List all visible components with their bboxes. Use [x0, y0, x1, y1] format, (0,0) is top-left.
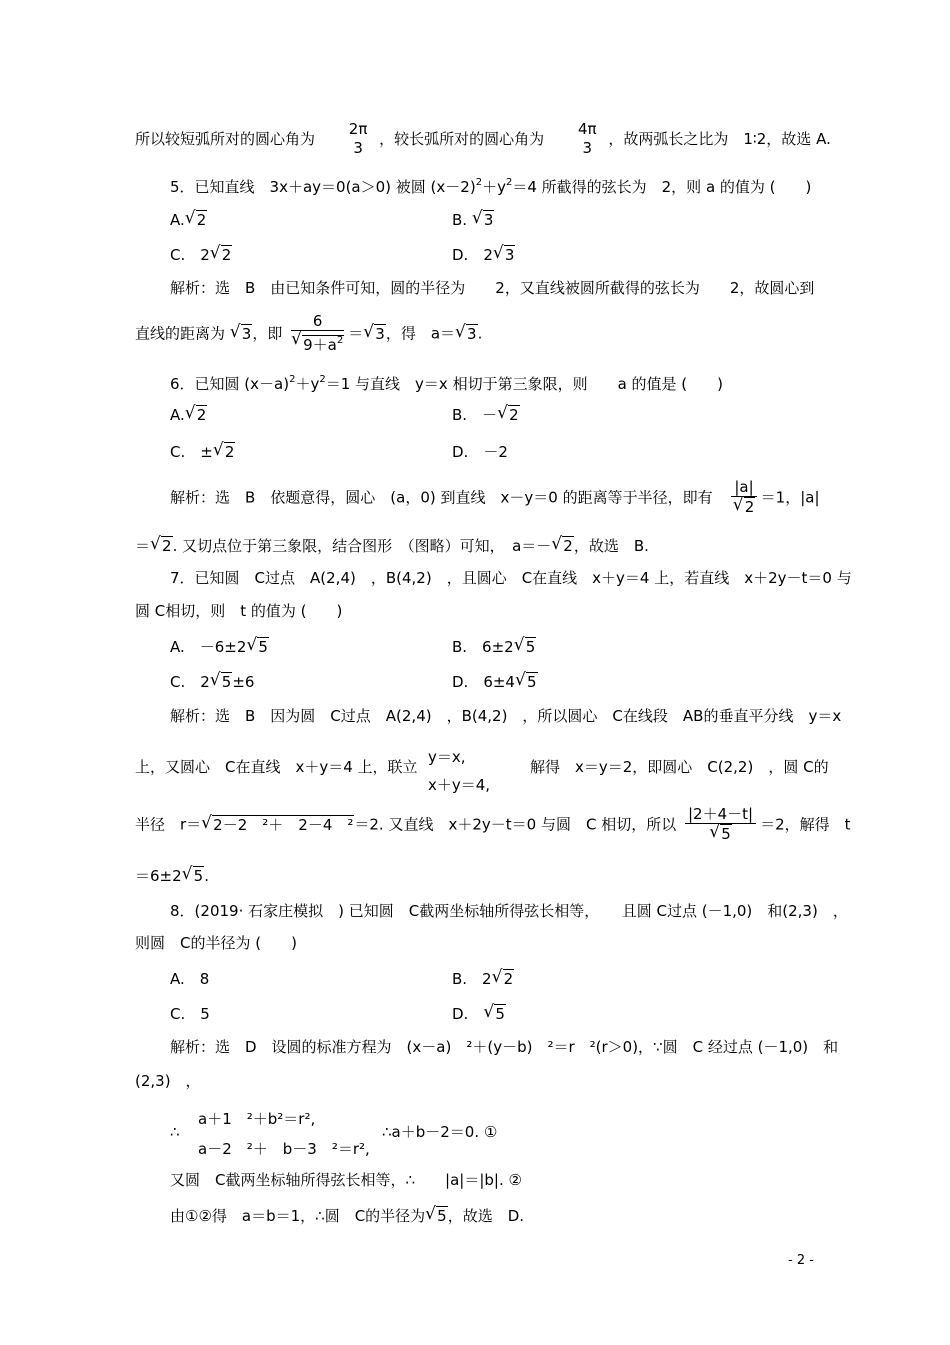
q7-solution-line1: 解析：选 B 因为圆 C过点 A(2,4) ，B(4,2) ，所以圆心 C在线段 AB的垂直平分线 y＝x — [170, 707, 842, 725]
sqrt — [551, 537, 574, 555]
exponent: 2 — [475, 177, 483, 188]
q7-solution-line3 — [135, 805, 851, 844]
q7-solution-line2b: 解得 x＝y＝2，即圆心 C(2,2) ，圆 C的 — [530, 758, 829, 776]
denominator: 3 — [582, 139, 593, 157]
fraction — [291, 312, 344, 355]
text: ，即 — [252, 324, 283, 343]
q8-option-d — [452, 1005, 506, 1023]
sqrt — [230, 325, 253, 343]
option-label: A. — [170, 406, 185, 424]
q5-option-a — [170, 211, 207, 229]
radicand: 5 — [193, 867, 204, 885]
radicand: 2 — [162, 537, 172, 555]
option-label: B. 6±2 — [452, 638, 514, 656]
radicand: 5 — [258, 638, 268, 656]
q6-option-d: D. －2 — [452, 443, 508, 461]
q7-solution-line4 — [135, 867, 209, 885]
text: 6．已知圆 (x－a) — [170, 375, 290, 393]
q6-solution-line2 — [135, 537, 649, 555]
q6-stem — [170, 371, 723, 393]
equation-2: x＋y＝4, — [428, 776, 491, 794]
equation-2: a－2 ²＋ b－3 ²＝r², — [198, 1140, 370, 1158]
radicand: 3 — [467, 324, 477, 343]
radicand: 3 — [504, 246, 515, 264]
option-label: B. 2 — [452, 970, 492, 988]
radicand: 5 — [437, 1207, 447, 1225]
equation-1: y＝x, — [428, 748, 466, 766]
q7-option-b — [452, 638, 536, 656]
text: . — [204, 867, 209, 885]
radicand: 3 — [375, 324, 385, 343]
sqrt — [210, 673, 233, 691]
radicand: 5 — [526, 673, 537, 691]
fraction — [575, 120, 600, 158]
text: 直线的距离为 — [135, 324, 226, 343]
sqrt — [210, 246, 233, 264]
text: ，故选 D. — [447, 1207, 525, 1225]
radicand: 3 — [241, 324, 252, 343]
sqrt — [709, 824, 732, 844]
text: ＝1 与直线 y＝x 相切于第三象限，则 a 的值是 ( ) — [325, 375, 724, 393]
fraction — [685, 805, 756, 844]
q6-option-a — [170, 406, 207, 424]
radicand: 2－2 ²＋ 2－4 ² — [213, 815, 354, 834]
numerator: 4π — [577, 120, 597, 138]
radicand: 3 — [483, 211, 494, 229]
exponent: 2 — [505, 177, 513, 188]
sqrt — [291, 331, 344, 355]
sqrt — [213, 443, 236, 461]
radicand: 5 — [525, 638, 536, 656]
numerator: |2＋4－t| — [685, 805, 756, 824]
sqrt — [515, 673, 538, 691]
sqrt — [246, 638, 269, 656]
option-label: C. 2 — [170, 673, 210, 691]
text: ，较长弧所对的圆心角为 — [379, 130, 545, 148]
text: ＝ — [135, 537, 151, 555]
radicand: 5 — [221, 673, 232, 691]
sqrt — [733, 497, 756, 517]
q7-solution-line2a: 上，又圆心 C在直线 x＋y＝4 上，联立 — [135, 758, 418, 776]
numerator: |a| — [731, 478, 756, 497]
option-label: B. — [452, 211, 468, 229]
q8-option-c: C. 5 — [170, 1005, 210, 1023]
sqrt — [492, 970, 515, 988]
sqrt — [514, 638, 537, 656]
text: ，故两弧长之比为 1∶2，故选 A. — [608, 130, 831, 148]
option-label: D. 6±4 — [452, 673, 515, 691]
sqrt — [185, 211, 208, 229]
fraction — [346, 120, 371, 158]
radicand: 2 — [221, 246, 232, 264]
q7-stem-line1: 7．已知圆 C过点 A(2,4) ，B(4,2) ，且圆心 C在直线 x＋y＝4 上，若直线 x＋2y－t＝0 与 — [170, 569, 852, 587]
q8-stem-line2: 则圆 C的半径为 ( ) — [135, 934, 297, 952]
text: ＋y — [295, 375, 320, 393]
sqrt — [497, 406, 520, 424]
q7-option-d — [452, 673, 538, 691]
sqrt — [493, 246, 516, 264]
sqrt — [150, 537, 173, 555]
q7-stem-line2: 圆 C相切，则 t 的值为 ( ) — [135, 602, 343, 620]
option-label: C. ± — [170, 443, 213, 461]
q5-option-c — [170, 246, 232, 264]
option-label: A. — [170, 211, 185, 229]
page-number: - 2 - — [788, 1253, 814, 1268]
text: ＝4 所截得的弦长为 2，则 a 的值为 ( ) — [512, 178, 812, 196]
text: ±6 — [232, 673, 255, 691]
text: ＝6±2 — [135, 867, 182, 885]
text: 由①②得 a＝b＝1，∴圆 C的半径为 — [170, 1207, 426, 1225]
q8-solution-line5 — [170, 1207, 524, 1225]
sqrt — [483, 1005, 506, 1023]
text: ＋y — [482, 178, 506, 196]
fraction — [731, 478, 756, 517]
text: ＝ — [348, 324, 364, 343]
q5-solution-line1: 解析：选 B 由已知条件可知，圆的半径为 2，又直线被圆所截得的弦长为 2，故圆心到 — [170, 279, 815, 297]
q7-option-a — [170, 638, 269, 656]
q6-solution-line1 — [170, 478, 820, 517]
system-of-equations — [198, 1104, 370, 1164]
exponent: 2 — [319, 374, 326, 385]
radicand: 2 — [509, 406, 519, 424]
q8-stem-line1: 8．(2019· 石家庄模拟 ) 已知圆 C截两坐标轴所得弦长相等， 且圆 C过点 (－1,0) 和(2,3) ， — [170, 902, 848, 920]
q5-solution-line2 — [135, 312, 482, 355]
q5-stem — [170, 174, 811, 196]
q8-option-b — [452, 970, 514, 988]
therefore-symbol: ∴ — [170, 1123, 180, 1141]
denominator — [685, 824, 756, 844]
radicand-text: 9＋a — [303, 336, 337, 354]
text: 所以较短弧所对的圆心角为 — [135, 130, 316, 148]
sqrt — [201, 816, 354, 834]
system-of-equations — [428, 743, 490, 799]
q6-option-b — [452, 406, 520, 424]
q5-option-b — [452, 211, 494, 229]
text: ，故选 B. — [573, 537, 649, 555]
q6-option-c — [170, 443, 235, 461]
sqrt — [182, 867, 205, 885]
q7-option-c — [170, 673, 254, 691]
radicand: 2 — [224, 443, 235, 461]
text: 5．已知直线 3x＋ay＝0(a＞0) 被圆 (x－2) — [170, 178, 476, 196]
radicand: 2 — [196, 406, 207, 424]
radicand: 5 — [721, 825, 731, 843]
q8-solution-line4: 又圆 C截两坐标轴所得弦长相等，∴ |a|＝|b|. ② — [170, 1171, 522, 1189]
denominator — [291, 331, 344, 355]
option-label: D. — [452, 1005, 484, 1023]
text: . — [477, 324, 483, 343]
text: ＝2，解得 t — [760, 815, 851, 834]
sqrt — [472, 211, 495, 229]
option-label: C. 2 — [170, 246, 210, 264]
denominator: 3 — [353, 139, 363, 157]
exponent: 2 — [289, 374, 296, 385]
radicand: 2 — [196, 211, 207, 229]
exponent: 2 — [336, 335, 344, 346]
sqrt — [185, 406, 208, 424]
text: ，得 a＝ — [385, 324, 456, 343]
text: 解析：选 B 依题意得，圆心 (a，0) 到直线 x－y＝0 的距离等于半径，即有 — [170, 488, 713, 507]
radicand: 2 — [503, 970, 514, 988]
denominator — [731, 497, 756, 517]
text: . 又切点位于第三象限，结合图形 （图略）可知， a＝－ — [172, 537, 552, 555]
option-label: A. －6±2 — [170, 638, 247, 656]
q8-solution-line1: 解析：选 D 设圆的标准方程为 (x－a) ²＋(y－b) ²＝r ²(r＞0)，∵圆 C 经过点 (－1,0) 和 — [170, 1038, 839, 1056]
radicand: 5 — [495, 1005, 505, 1023]
sqrt — [455, 325, 478, 343]
numerator: 2π — [348, 120, 368, 138]
text: ＝1，|a| — [760, 488, 820, 507]
text: 半径 r＝ — [135, 815, 202, 834]
sqrt — [425, 1207, 448, 1225]
option-label: D. 2 — [452, 246, 493, 264]
radicand: 2 — [563, 537, 573, 555]
numerator: 6 — [291, 312, 344, 331]
q8-option-a: A. 8 — [170, 970, 210, 988]
q8-solution-line2: (2,3) ， — [135, 1072, 201, 1090]
text: ＝2. 又直线 x＋2y－t＝0 与圆 C 相切，所以 — [354, 815, 677, 834]
sqrt — [363, 325, 386, 343]
radicand — [302, 335, 344, 354]
equation-1: a＋1 ²＋b²＝r², — [198, 1110, 316, 1128]
q4-conclusion-line — [135, 120, 831, 158]
q5-option-d — [452, 246, 515, 264]
option-label: B. － — [452, 406, 498, 424]
system-result: ∴a＋b－2＝0. ① — [382, 1123, 498, 1141]
radicand: 2 — [744, 498, 755, 516]
